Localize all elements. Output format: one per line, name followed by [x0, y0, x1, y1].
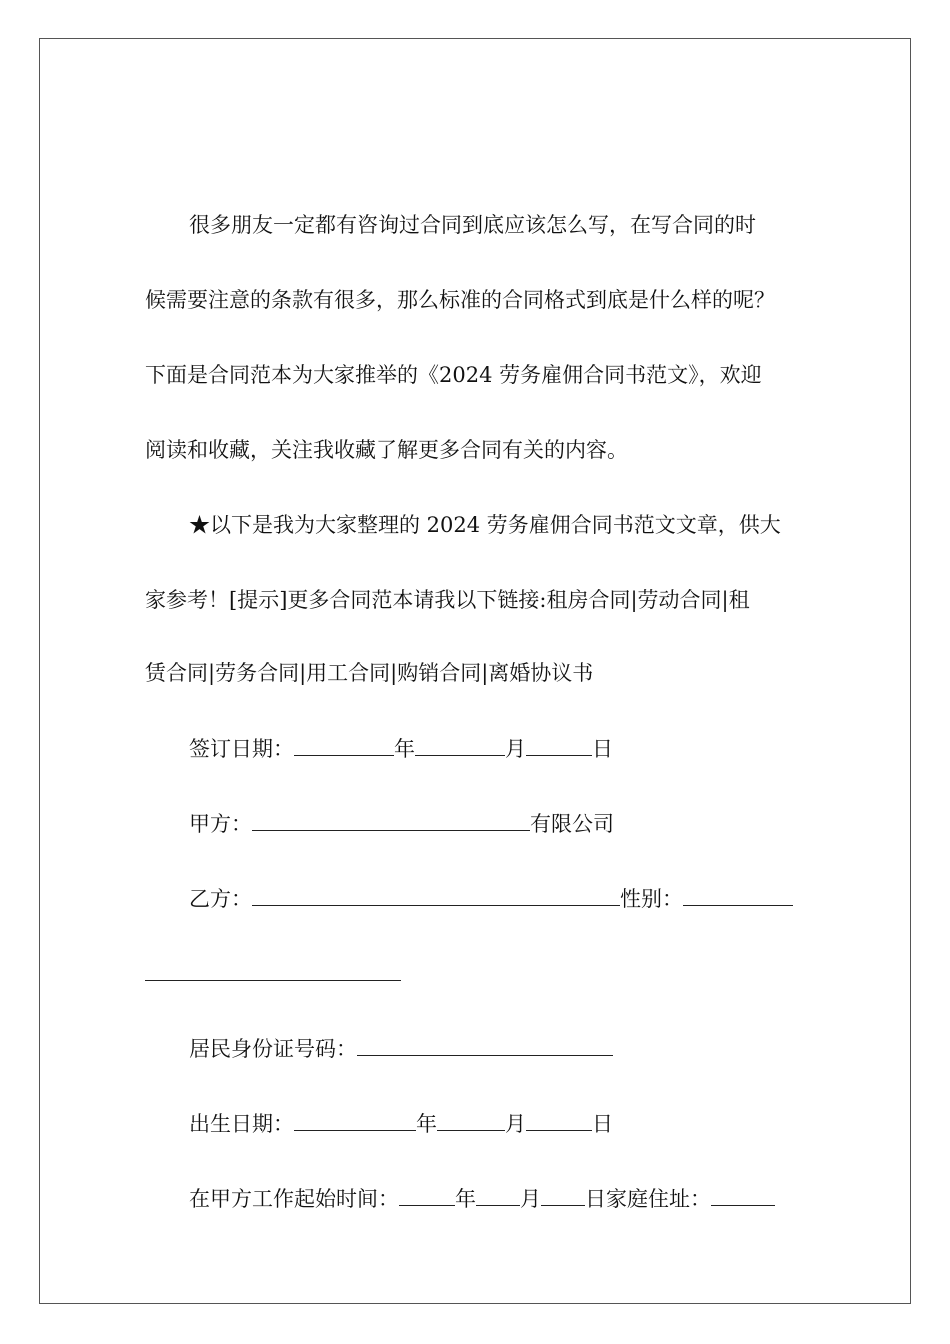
party-b-blank[interactable]: [252, 883, 620, 906]
party-a-label: 甲方：: [189, 812, 252, 836]
id-blank[interactable]: [357, 1033, 613, 1056]
notice-line-2: 家参考！[提示]更多合同范本请我以下链接:租房合同|劳动合同|租: [145, 588, 750, 612]
start-row: [189, 1183, 775, 1213]
notice-line-3: 赁合同|劳务合同|用工合同|购销合同|离婚协议书: [145, 661, 594, 685]
party-b-continuation: [145, 958, 401, 988]
year-unit: 年: [455, 1187, 476, 1211]
gender-blank[interactable]: [683, 883, 793, 906]
party-b-row: [189, 883, 793, 913]
start-year-blank[interactable]: [399, 1183, 455, 1206]
address-blank[interactable]: [711, 1183, 775, 1206]
intro-line-4: 阅读和收藏，关注我收藏了解更多合同有关的内容。: [145, 438, 628, 462]
day-unit: 日: [592, 737, 613, 761]
birth-year-blank[interactable]: [294, 1108, 416, 1131]
start-label: 在甲方工作起始时间：: [189, 1187, 399, 1211]
id-row: [189, 1033, 613, 1063]
birth-row: [189, 1108, 613, 1138]
start-month-blank[interactable]: [476, 1183, 520, 1206]
birth-label: 出生日期：: [189, 1112, 294, 1136]
party-a-row: [189, 808, 614, 838]
party-a-blank[interactable]: [252, 808, 530, 831]
intro-line-2: 候需要注意的条款有很多，那么标准的合同格式到底是什么样的呢？: [145, 288, 775, 312]
sign-date-row: [189, 733, 613, 763]
start-day-blank[interactable]: [541, 1183, 585, 1206]
birth-day-blank[interactable]: [526, 1108, 592, 1131]
sign-month-blank[interactable]: [415, 733, 505, 756]
month-unit: 月: [520, 1187, 541, 1211]
gender-label: 性别：: [620, 887, 683, 911]
intro-line-3: 下面是合同范本为大家推举的《2024 劳务雇佣合同书范文》，欢迎: [145, 363, 762, 387]
sign-date-label: 签订日期：: [189, 737, 294, 761]
party-a-suffix: 有限公司: [530, 812, 614, 836]
sign-year-blank[interactable]: [294, 733, 394, 756]
day-unit: 日: [592, 1112, 613, 1136]
intro-line-1: 很多朋友一定都有咨询过合同到底应该怎么写，在写合同的时: [189, 213, 756, 237]
sign-day-blank[interactable]: [526, 733, 592, 756]
month-unit: 月: [505, 737, 526, 761]
party-b-label: 乙方：: [189, 887, 252, 911]
year-unit: 年: [394, 737, 415, 761]
year-unit: 年: [416, 1112, 437, 1136]
birth-month-blank[interactable]: [437, 1108, 505, 1131]
id-label: 居民身份证号码：: [189, 1037, 357, 1061]
notice-line-1: ★以下是我为大家整理的 2024 劳务雇佣合同书范文文章，供大: [189, 513, 781, 537]
month-unit: 月: [505, 1112, 526, 1136]
party-b-continuation-blank[interactable]: [145, 958, 401, 981]
start-day-address: 日家庭住址：: [585, 1187, 711, 1211]
